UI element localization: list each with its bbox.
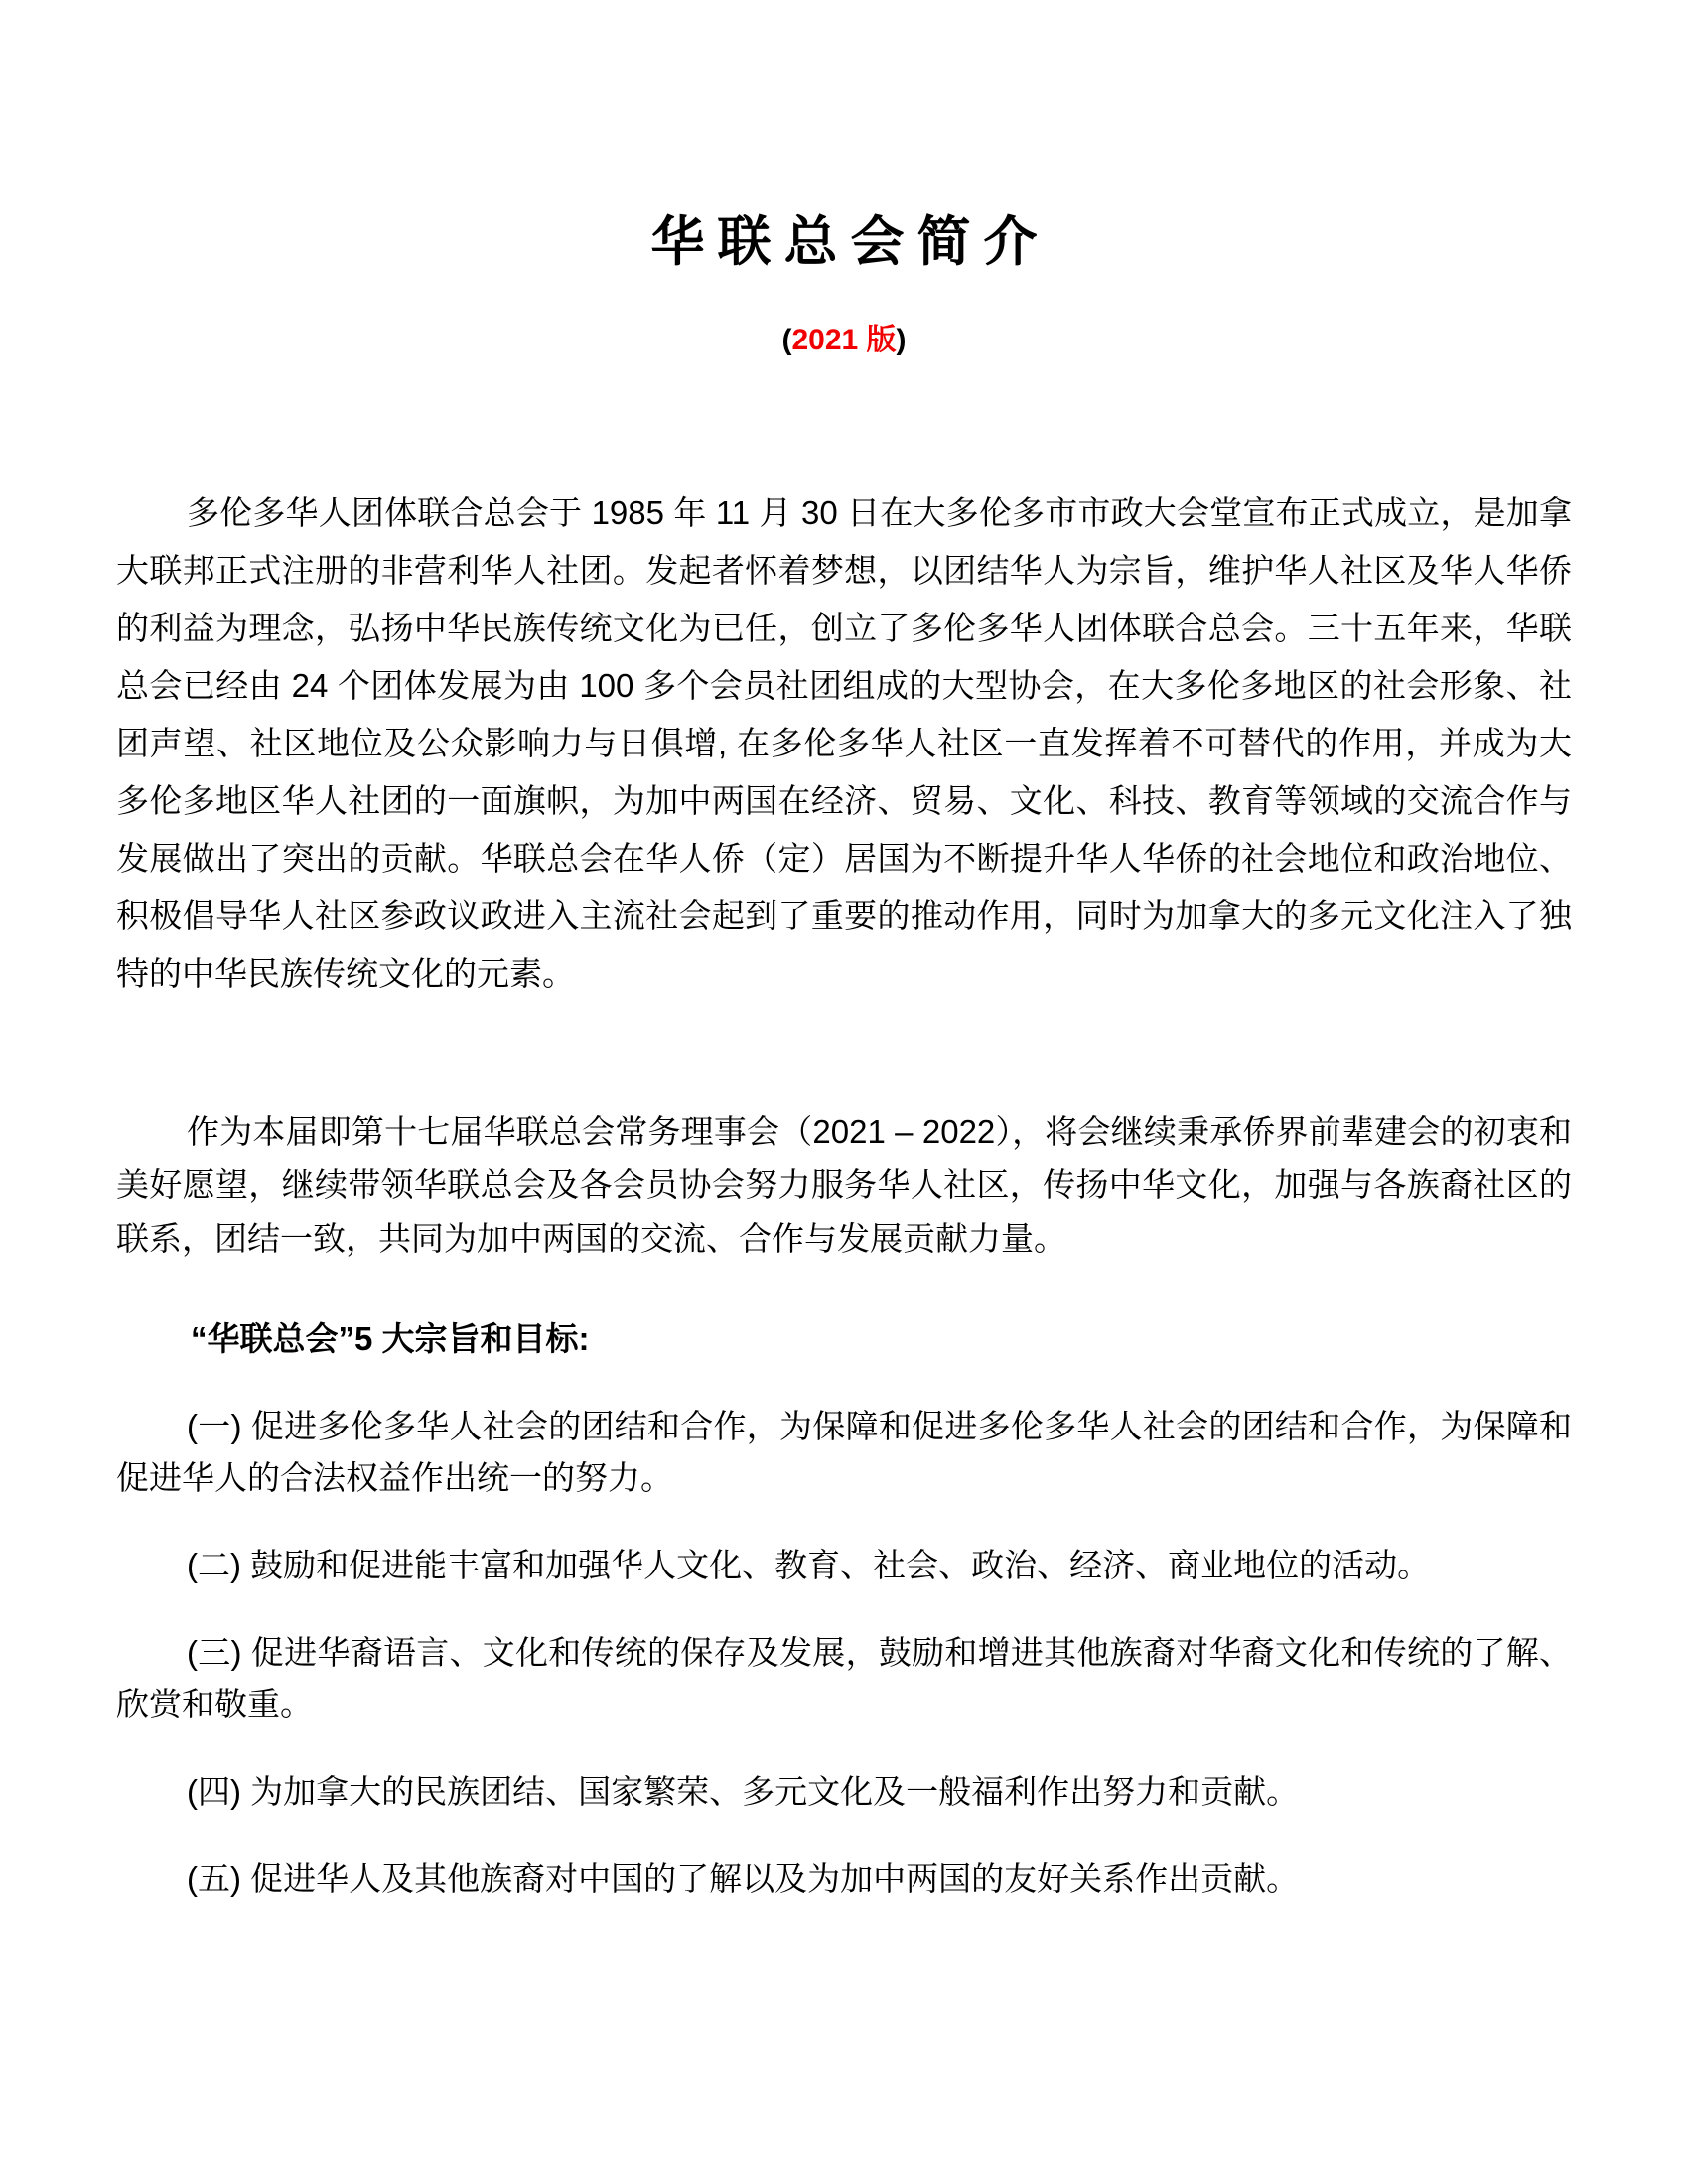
objective-item-4: (四) 为加拿大的民族团结、国家繁荣、多元文化及一般福利作出努力和贡献。 (187, 1773, 1300, 1810)
paragraph-intro-history: 多伦多华人团体联合总会于 1985 年 11 月 30 日在大多伦多市市政大会堂宣布正式成立，是加拿大联邦正式注册的非营利华人社团。发起者怀着梦想，以团结华人为宗旨，维护华人社区及华人华侨的利益为理念，弘扬中华民族传统文化为已任，创立了多伦多华人团体联合总会。三十五年来，华联总会已经由 24 个团体发展为由 100 多个会员社团组成的大型协会，在大多伦多地区的社会形象、社团声望、社区地位及公众影响力与日俱增, 在多伦多华人社区一直发挥着不可替代的作用，并成为大多伦多地区华人社团的一面旗帜，为加中两国在经济、贸易、文化、科技、教育等领域的交流合作与发展做出了突出的贡献。华联总会在华人侨（定）居国为不断提升华人华侨的社会地位和政治地位、积极倡导华人社区参政议政进入主流社会起到了重要的推动作用，同时为加拿大的多元文化注入了独特的中华民族传统文化的元素。 (116, 494, 1572, 992)
subtitle-year: 2021 版 (791, 324, 897, 356)
subtitle (116, 321, 1572, 360)
subtitle-paren-open: ( (781, 324, 792, 356)
page-title: 华联总会简介 (650, 212, 1051, 272)
paragraph-current-council: 作为本届即第十七届华联总会常务理事会（2021 – 2022），将会继续秉承侨界前辈建会的初衷和美好愿望，继续带领华联总会及各会员协会努力服务华人社区，传扬中华文化，加强与各族裔社区的联系，团结一致，共同为加中两国的交流、合作与发展贡献力量。 (116, 1113, 1572, 1257)
subtitle-paren-close: ) (896, 324, 907, 356)
objectives-heading: “华联总会”5 大宗旨和目标: (191, 1320, 590, 1357)
objective-item-2: (二) 鼓励和促进能丰富和加强华人文化、教育、社会、政治、经济、商业地位的活动。 (187, 1547, 1431, 1583)
objective-item-1: (一) 促进多伦多华人社会的团结和合作，为保障和促进多伦多华人社会的团结和合作，为保障和促进华人的合法权益作出统一的努力。 (116, 1408, 1572, 1496)
objective-item-3: (三) 促进华裔语言、文化和传统的保存及发展，鼓励和增进其他族裔对华裔文化和传统的了解、欣赏和敬重。 (116, 1634, 1572, 1722)
objective-item-5: (五) 促进华人及其他族裔对中国的了解以及为加中两国的友好关系作出贡献。 (187, 1860, 1300, 1897)
